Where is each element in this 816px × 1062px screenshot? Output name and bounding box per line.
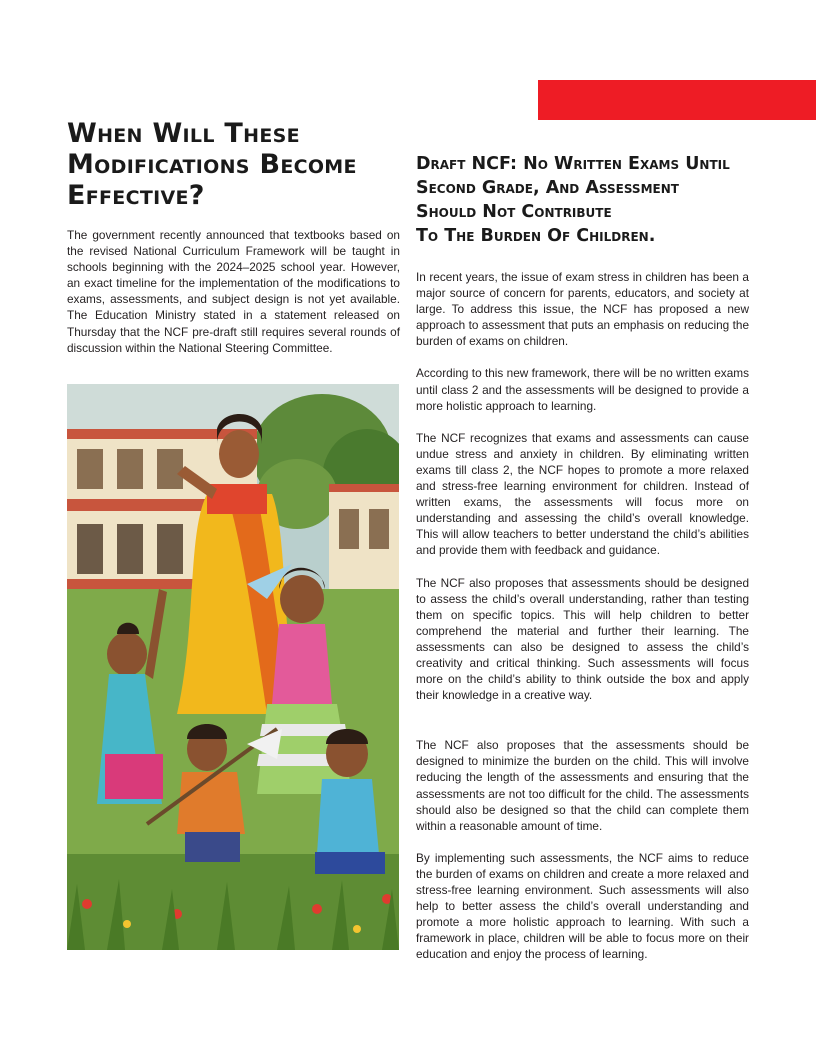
red-accent-bar	[538, 80, 816, 120]
right-heading-line: Should Not Contribute	[416, 202, 612, 222]
right-heading	[416, 152, 776, 248]
body-paragraph: By implementing such assessments, the NCF aims to reduce the burden of exams on children and create a more relaxed and stress-free learning environment. Such assessments will also help to better assess the child’s overall understanding and promote a more holistic approach to learning. With such a framework in place, children will be able to focus more on their education and enjoy the process of learning.	[416, 850, 749, 962]
right-heading-line: Second Grade, And Assessment	[416, 178, 679, 198]
body-paragraph: The NCF also proposes that the assessments should be designed to minimize the burden on the child. This will involve reducing the length of the assessments and ensuring that the assessments are not too difficult for the child. The assessments should also be designed so that the child can complete them within a reasonable amount of time.	[416, 738, 749, 833]
right-column	[416, 269, 749, 978]
left-heading-line: When Will These	[67, 118, 300, 149]
body-paragraph: In recent years, the issue of exam stress in children has been a major source of concern for parents, educators, and society at large. To address this issue, the NCF has proposed a new approach to assessment that puts an emphasis on reducing the burden of exams on children.	[416, 270, 749, 349]
left-heading	[67, 118, 387, 211]
illustration-artwork	[67, 384, 399, 950]
body-paragraph: The NCF recognizes that exams and assessments can cause undue stress and anxiety in children. By eliminating written exams till class 2, the NCF hopes to promote a more relaxed and stress-free learning environment for children. Instead of written exams, the assessments will focus more on understanding and assessing the child’s overall knowledge. This will allow teachers to better understand the child’s abilities and provide them with feedback and guidance.	[416, 430, 749, 558]
right-heading-line: To The Burden Of Children.	[416, 226, 656, 246]
left-paragraph: The government recently announced that textbooks based on the revised National Curriculum Framework will be taught in schools beginning with the 2024–2025 school year. However, an exact timeline for the implementation of the modifications to exams, assessments, and subject design is not yet available. The Education Ministry stated in a statement released on Thursday that the NCF pre-draft still requires several rounds of discussion within the National Steering Committee.	[67, 228, 400, 355]
right-heading-line: Draft NCF: No Written Exams Until	[416, 154, 730, 174]
left-heading-line: Effective?	[67, 180, 205, 211]
left-heading-line: Modifications Become	[67, 149, 357, 180]
classroom-illustration	[67, 384, 399, 950]
body-paragraph: According to this new framework, there will be no written exams until class 2 and the assessments will be designed to provide a more holistic approach to learning.	[416, 366, 749, 413]
body-paragraph: The NCF also proposes that assessments should be designed to assess the child’s overall understanding, rather than testing them on specific topics. This will help children to better comprehend the material and further their learning. The assessments can also be designed to assess the child’s creativity and critical thinking. Such assessments will focus more on the child’s ability to think outside the box and apply their knowledge in a creative way.	[416, 575, 749, 703]
